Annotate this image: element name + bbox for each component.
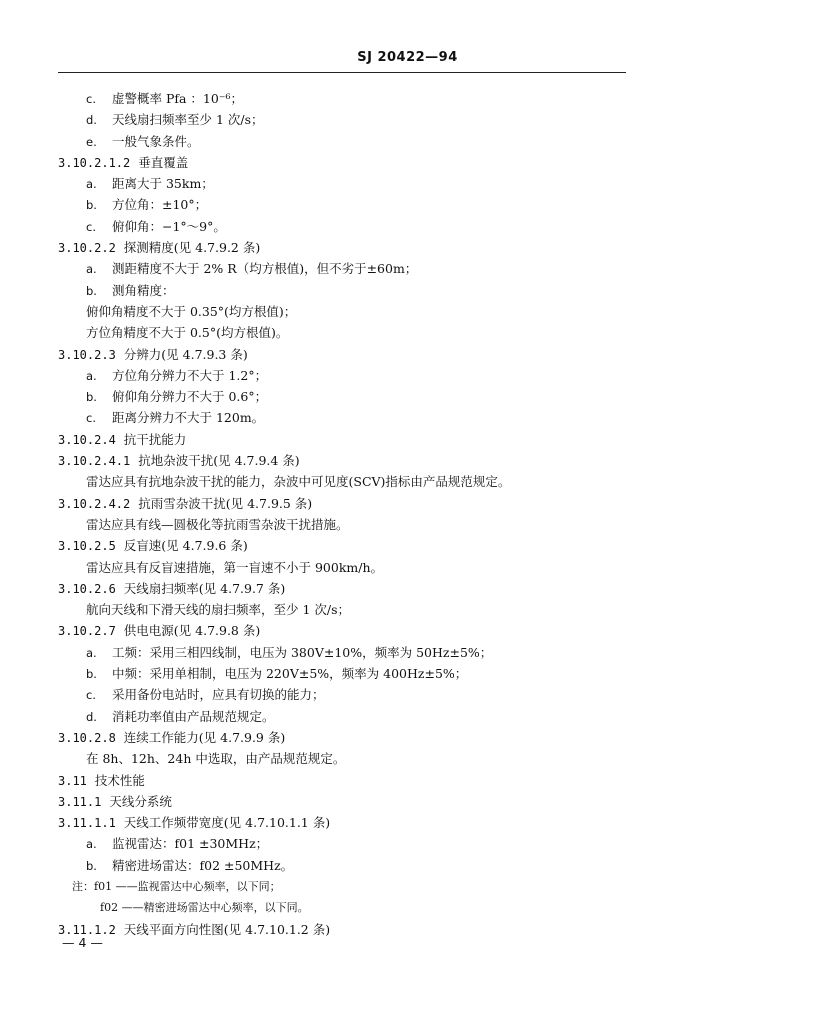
section-number: 3.10.2.3 (58, 347, 116, 362)
line-text: 俯仰角分辨力不大于 0.6°； (112, 389, 268, 405)
list-item (0, 706, 815, 727)
header-rule (58, 72, 626, 73)
body-line (0, 897, 815, 918)
line-text: 雷达应具有抗地杂波干扰的能力，杂波中可见度(SCV)指标由产品规范规定。 (86, 474, 511, 490)
document-body (0, 88, 815, 940)
section-number: 3.11.1.2 (58, 922, 116, 937)
section-heading (0, 620, 815, 641)
line-text: 采用备份电站时，应具有切换的能力； (112, 687, 325, 703)
body-line (0, 599, 815, 620)
line-text: 天线工作频带宽度(见 4.7.10.1.1 条) (123, 815, 331, 831)
line-text: 方位角分辨力不大于 1.2°； (112, 367, 268, 383)
section-number: 3.10.2.2 (58, 241, 116, 256)
list-marker: c. (86, 411, 96, 426)
list-item (0, 855, 815, 876)
list-marker: d. (86, 709, 97, 724)
line-text: 在 8h、12h、24h 中选取，由产品规范规定。 (86, 751, 346, 767)
section-heading (0, 237, 815, 258)
list-item (0, 386, 815, 407)
line-text: 连续工作能力(见 4.7.9.9 条) (123, 729, 286, 745)
list-item (0, 684, 815, 705)
list-item (0, 173, 815, 194)
section-number: 3.10.2.4.1 (58, 454, 131, 469)
list-marker: a. (86, 837, 97, 852)
list-marker: a. (86, 177, 97, 192)
line-text: f02 ——精密进场雷达中心频率，以下同。 (100, 901, 309, 915)
body-line (0, 514, 815, 535)
line-text: 方位角精度不大于 0.5°(均方根值)。 (86, 325, 289, 341)
line-text: 天线平面方向性图(见 4.7.10.1.2 条) (123, 921, 331, 937)
line-text: 工频：采用三相四线制，电压为 380V±10%，频率为 50Hz±5%； (112, 644, 493, 660)
list-marker: c. (86, 92, 96, 106)
line-text: 雷达应具有线—圆极化等抗雨雪杂波干扰措施。 (86, 516, 349, 532)
body-line (0, 471, 815, 492)
section-number: 3.10.2.8 (58, 730, 116, 745)
line-text: 天线扇扫频率至少 1 次/s； (112, 112, 264, 128)
section-heading (0, 152, 815, 173)
list-item (0, 216, 815, 237)
line-text: 航向天线和下滑天线的扇扫频率，至少 1 次/s； (86, 602, 351, 618)
line-text: 测角精度： (112, 282, 175, 298)
section-heading (0, 770, 815, 791)
list-item (0, 407, 815, 428)
line-text: 消耗功率值由产品规范规定。 (112, 708, 275, 724)
section-heading (0, 535, 815, 556)
line-text: 供电电源(见 4.7.9.8 条) (123, 623, 261, 639)
line-text: 技术性能 (94, 772, 145, 788)
body-line (0, 876, 815, 897)
section-heading (0, 450, 815, 471)
list-item (0, 258, 815, 279)
line-text: 距离大于 35km； (112, 176, 214, 192)
section-number: 3.11.1.1 (58, 816, 116, 831)
list-marker: b. (86, 667, 97, 682)
line-text: 一般气象条件。 (112, 133, 200, 149)
list-marker: b. (86, 390, 97, 405)
section-number: 3.10.2.1.2 (58, 155, 131, 170)
list-marker: b. (86, 283, 97, 298)
section-number: 3.10.2.7 (58, 624, 116, 639)
list-marker: a. (86, 368, 97, 383)
line-text: 注：f01 ——监视雷达中心频率，以下同； (72, 879, 281, 893)
line-text: 距离分辨力不大于 120m。 (112, 410, 265, 426)
list-marker: c. (86, 219, 96, 234)
list-item (0, 280, 815, 301)
line-text: 反盲速(见 4.7.9.6 条) (123, 538, 248, 554)
line-text: 天线扇扫频率(见 4.7.9.7 条) (123, 580, 286, 596)
list-item (0, 109, 815, 130)
section-number: 3.10.2.4 (58, 432, 116, 447)
section-heading (0, 493, 815, 514)
section-heading (0, 727, 815, 748)
section-number: 3.10.2.6 (58, 581, 116, 596)
body-line (0, 557, 815, 578)
section-number: 3.10.2.4.2 (58, 496, 131, 511)
line-text: 抗地杂波干扰(见 4.7.9.4 条) (138, 453, 300, 469)
section-heading (0, 791, 815, 812)
line-text: 抗干扰能力 (123, 431, 187, 447)
line-text: 俯仰角精度不大于 0.35°(均方根值)； (86, 303, 297, 319)
line-text: 探测精度(见 4.7.9.2 条) (123, 240, 261, 256)
section-heading (0, 812, 815, 833)
line-text: 天线分系统 (109, 793, 172, 809)
section-number: 3.11 (58, 773, 87, 788)
line-text: 分辨力(见 4.7.9.3 条) (123, 346, 248, 362)
line-text: 虚警概率 Pfa ：10⁻⁶； (112, 91, 243, 106)
line-text: 垂直覆盖 (138, 154, 189, 170)
section-number: 3.11.1 (58, 794, 102, 809)
list-marker: c. (86, 688, 96, 703)
section-heading (0, 344, 815, 365)
list-item (0, 88, 815, 109)
line-text: 精密进场雷达：f02 ±50MHz。 (112, 857, 294, 873)
section-number: 3.10.2.5 (58, 539, 116, 554)
body-line (0, 322, 815, 343)
page-number: — 4 — (62, 935, 103, 950)
list-marker: b. (86, 858, 97, 873)
body-line (0, 301, 815, 322)
list-item (0, 642, 815, 663)
list-item (0, 194, 815, 215)
list-item (0, 663, 815, 684)
document-code: SJ 20422—94 (357, 50, 458, 65)
list-marker: a. (86, 645, 97, 660)
list-item (0, 365, 815, 386)
section-heading (0, 578, 815, 599)
line-text: 监视雷达：f01 ±30MHz； (112, 836, 269, 852)
line-text: 雷达应具有反盲速措施，第一盲速不小于 900km/h。 (86, 559, 384, 575)
list-item (0, 833, 815, 854)
list-item (0, 131, 815, 152)
section-heading (0, 919, 815, 940)
list-marker: b. (86, 198, 97, 213)
list-marker: e. (86, 134, 97, 149)
list-marker: a. (86, 262, 97, 277)
body-line (0, 748, 815, 769)
line-text: 方位角：±10°； (112, 197, 208, 213)
line-text: 测距精度不大于 2% R（均方根值)，但不劣于±60m； (112, 261, 418, 277)
line-text: 中频：采用单相制，电压为 220V±5%，频率为 400Hz±5%； (112, 666, 468, 682)
line-text: 俯仰角：−1°～9°。 (112, 218, 226, 234)
section-heading (0, 429, 815, 450)
list-marker: d. (86, 113, 97, 128)
line-text: 抗雨雪杂波干扰(见 4.7.9.5 条) (138, 495, 313, 511)
